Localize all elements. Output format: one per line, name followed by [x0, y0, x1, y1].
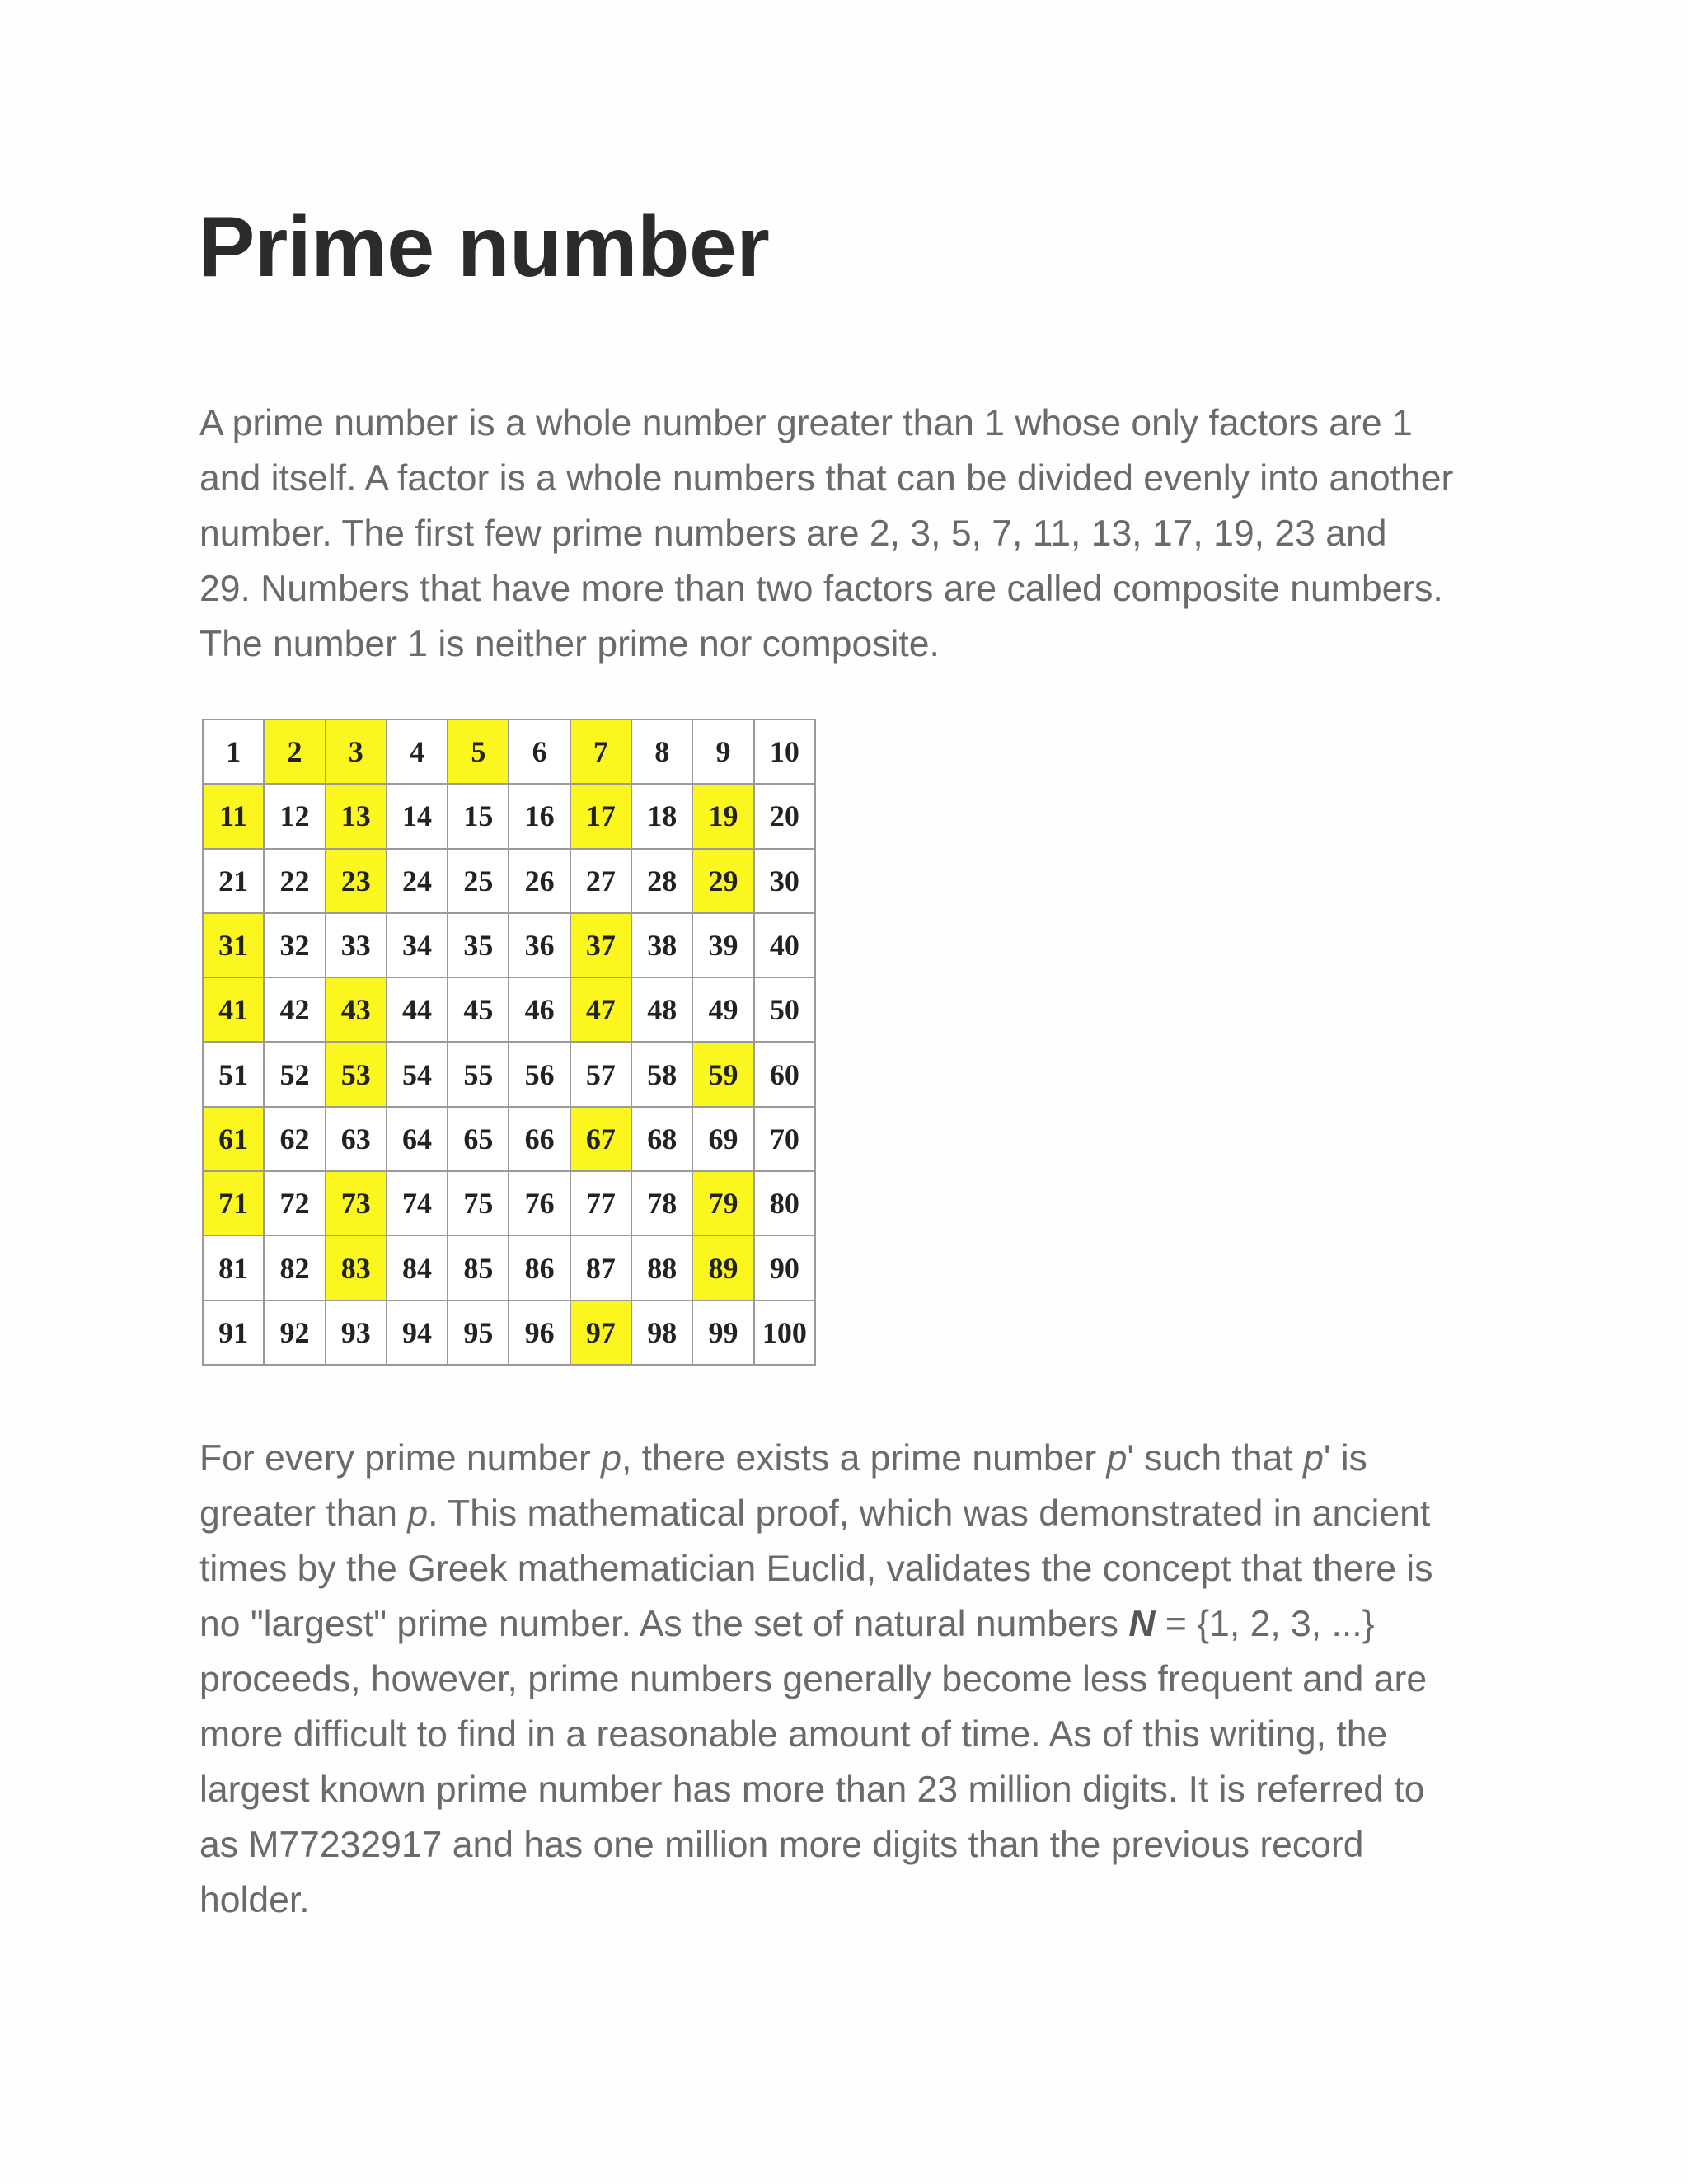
prime-cell: 17 — [570, 784, 631, 848]
number-cell: 86 — [509, 1235, 570, 1300]
hundred-grid-table — [202, 719, 816, 1366]
number-cell: 40 — [754, 913, 815, 977]
prime-cell: 43 — [326, 977, 387, 1042]
number-cell: 16 — [509, 784, 570, 848]
prime-cell: 19 — [692, 784, 753, 848]
number-cell: 81 — [203, 1235, 264, 1300]
grid-row — [203, 913, 815, 977]
number-cell: 62 — [264, 1107, 325, 1171]
prime-number-chart — [202, 719, 816, 1366]
prime-cell: 53 — [326, 1042, 387, 1106]
number-cell: 42 — [264, 977, 325, 1042]
number-cell: 66 — [509, 1107, 570, 1171]
number-cell: 78 — [631, 1171, 692, 1235]
number-cell: 38 — [631, 913, 692, 977]
number-cell: 30 — [754, 849, 815, 913]
number-cell: 64 — [387, 1107, 448, 1171]
number-cell: 65 — [448, 1107, 509, 1171]
number-cell: 14 — [387, 784, 448, 848]
prime-cell: 71 — [203, 1171, 264, 1235]
number-cell: 39 — [692, 913, 753, 977]
grid-row — [203, 1042, 815, 1106]
prime-cell: 3 — [326, 719, 387, 784]
text-line: For every prime number p, there exists a prime number p' such that p' is — [199, 1438, 1367, 1479]
number-cell: 56 — [509, 1042, 570, 1106]
number-cell: 33 — [326, 913, 387, 977]
prime-cell: 11 — [203, 784, 264, 848]
number-cell: 4 — [387, 719, 448, 784]
number-cell: 21 — [203, 849, 264, 913]
text-line: A prime number is a whole number greater than 1 whose only factors are 1 — [199, 403, 1413, 443]
text-line: greater than p. This mathematical proof, which was demonstrated in ancient — [199, 1493, 1431, 1534]
number-cell: 34 — [387, 913, 448, 977]
prime-cell: 59 — [692, 1042, 753, 1106]
number-cell: 57 — [570, 1042, 631, 1106]
number-cell: 55 — [448, 1042, 509, 1106]
grid-row — [203, 1235, 815, 1300]
number-cell: 93 — [326, 1301, 387, 1365]
number-cell: 92 — [264, 1301, 325, 1365]
number-cell: 10 — [754, 719, 815, 784]
number-cell: 52 — [264, 1042, 325, 1106]
text-line: and itself. A factor is a whole numbers that can be divided evenly into another — [199, 458, 1454, 499]
number-cell: 36 — [509, 913, 570, 977]
number-cell: 46 — [509, 977, 570, 1042]
number-cell: 80 — [754, 1171, 815, 1235]
number-cell: 45 — [448, 977, 509, 1042]
text-line: 29. Numbers that have more than two factors are called composite numbers. — [199, 569, 1443, 609]
number-cell: 77 — [570, 1171, 631, 1235]
prime-cell: 73 — [326, 1171, 387, 1235]
number-cell: 72 — [264, 1171, 325, 1235]
prime-cell: 13 — [326, 784, 387, 848]
prime-cell: 47 — [570, 977, 631, 1042]
number-cell: 35 — [448, 913, 509, 977]
number-cell: 68 — [631, 1107, 692, 1171]
prime-cell: 41 — [203, 977, 264, 1042]
number-cell: 63 — [326, 1107, 387, 1171]
number-cell: 26 — [509, 849, 570, 913]
number-cell: 6 — [509, 719, 570, 784]
number-cell: 87 — [570, 1235, 631, 1300]
number-cell: 96 — [509, 1301, 570, 1365]
euclid-paragraph — [199, 1431, 1518, 1928]
number-cell: 85 — [448, 1235, 509, 1300]
prime-cell: 61 — [203, 1107, 264, 1171]
text-line: proceeds, however, prime numbers generally become less frequent and are — [199, 1659, 1428, 1699]
number-cell: 75 — [448, 1171, 509, 1235]
grid-row — [203, 1171, 815, 1235]
text-line: as M77232917 and has one million more digits than the previous record — [199, 1825, 1364, 1865]
number-cell: 100 — [754, 1301, 815, 1365]
number-cell: 58 — [631, 1042, 692, 1106]
number-cell: 8 — [631, 719, 692, 784]
number-cell: 60 — [754, 1042, 815, 1106]
number-cell: 44 — [387, 977, 448, 1042]
number-cell: 84 — [387, 1235, 448, 1300]
number-cell: 20 — [754, 784, 815, 848]
number-cell: 94 — [387, 1301, 448, 1365]
number-cell: 1 — [203, 719, 264, 784]
grid-row — [203, 1107, 815, 1171]
number-cell: 91 — [203, 1301, 264, 1365]
grid-row — [203, 1301, 815, 1365]
number-cell: 9 — [692, 719, 753, 784]
number-cell: 51 — [203, 1042, 264, 1106]
number-cell: 88 — [631, 1235, 692, 1300]
prime-cell: 79 — [692, 1171, 753, 1235]
intro-paragraph — [199, 396, 1518, 672]
grid-row — [203, 849, 815, 913]
prime-cell: 83 — [326, 1235, 387, 1300]
text-line: no "largest" prime number. As the set of natural numbers N = {1, 2, 3, ...} — [199, 1604, 1375, 1644]
text-line: holder. — [199, 1880, 310, 1920]
number-cell: 82 — [264, 1235, 325, 1300]
number-cell: 54 — [387, 1042, 448, 1106]
prime-cell: 2 — [264, 719, 325, 784]
grid-row — [203, 784, 815, 848]
prime-cell: 7 — [570, 719, 631, 784]
number-cell: 48 — [631, 977, 692, 1042]
prime-cell: 31 — [203, 913, 264, 977]
number-cell: 28 — [631, 849, 692, 913]
number-cell: 76 — [509, 1171, 570, 1235]
number-cell: 90 — [754, 1235, 815, 1300]
text-line: more difficult to find in a reasonable amount of time. As of this writing, the — [199, 1714, 1388, 1755]
prime-cell: 37 — [570, 913, 631, 977]
prime-cell: 97 — [570, 1301, 631, 1365]
number-cell: 18 — [631, 784, 692, 848]
prime-cell: 5 — [448, 719, 509, 784]
prime-cell: 23 — [326, 849, 387, 913]
text-line: times by the Greek mathematician Euclid, validates the concept that there is — [199, 1549, 1433, 1589]
text-line: The number 1 is neither prime nor composite. — [199, 624, 940, 664]
number-cell: 70 — [754, 1107, 815, 1171]
prime-cell: 67 — [570, 1107, 631, 1171]
number-cell: 25 — [448, 849, 509, 913]
prime-cell: 29 — [692, 849, 753, 913]
number-cell: 32 — [264, 913, 325, 977]
number-cell: 74 — [387, 1171, 448, 1235]
number-cell: 15 — [448, 784, 509, 848]
number-cell: 24 — [387, 849, 448, 913]
number-cell: 49 — [692, 977, 753, 1042]
page-title: Prime number — [198, 199, 770, 295]
text-line: largest known prime number has more than 23 million digits. It is referred to — [199, 1769, 1425, 1810]
number-cell: 99 — [692, 1301, 753, 1365]
prime-cell: 89 — [692, 1235, 753, 1300]
number-cell: 69 — [692, 1107, 753, 1171]
text-line: number. The first few prime numbers are 2, 3, 5, 7, 11, 13, 17, 19, 23 and — [199, 513, 1387, 554]
number-cell: 98 — [631, 1301, 692, 1365]
number-cell: 22 — [264, 849, 325, 913]
number-cell: 27 — [570, 849, 631, 913]
number-cell: 50 — [754, 977, 815, 1042]
number-cell: 12 — [264, 784, 325, 848]
number-cell: 95 — [448, 1301, 509, 1365]
grid-row — [203, 977, 815, 1042]
grid-row — [203, 719, 815, 784]
